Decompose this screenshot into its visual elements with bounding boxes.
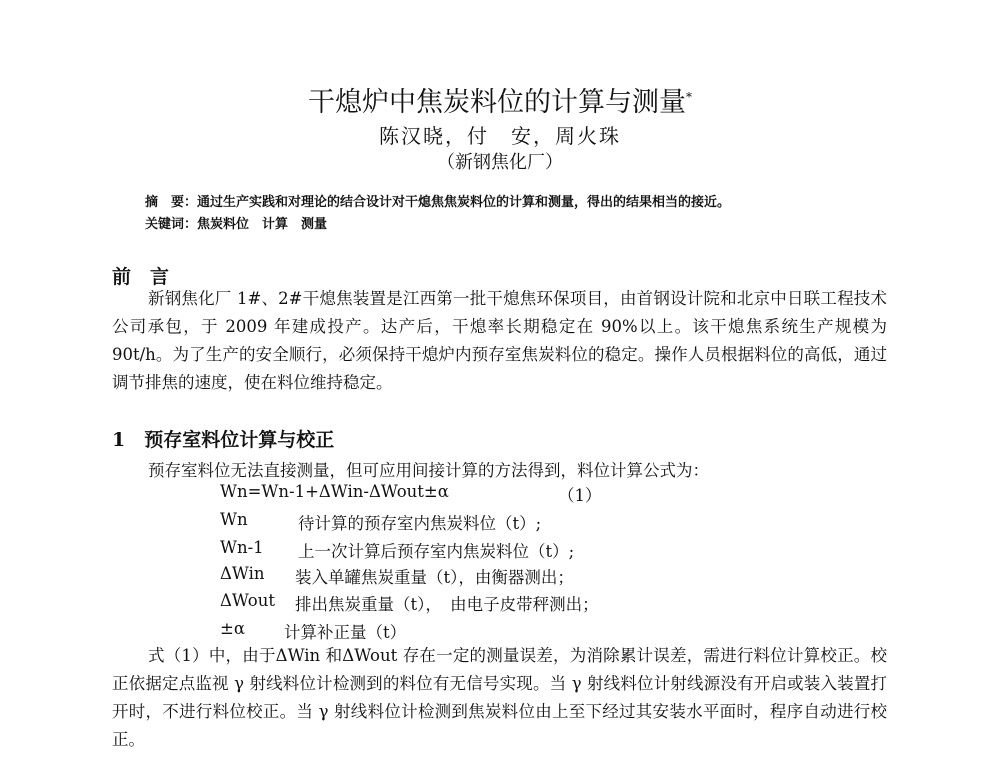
abstract <box>145 191 730 210</box>
section1-heading: 1 预存室料位计算与校正 <box>112 429 335 451</box>
var-symbol: Wn-1 <box>220 538 264 557</box>
var-symbol: ±α <box>220 619 245 638</box>
var-description: 上一次计算后预存室内焦炭料位（t）; <box>298 542 575 561</box>
var-description: 待计算的预存室内焦炭料位（t）; <box>298 514 542 533</box>
abstract-label: 摘 要： <box>145 195 198 210</box>
var-symbol: ΔWin <box>220 564 265 583</box>
paper-title-text: 干熄炉中焦炭料位的计算与测量 <box>308 87 686 118</box>
keywords-label: 关键词： <box>145 217 198 232</box>
formula: Wn=Wn-1+ΔWin-ΔWout±α <box>220 482 449 501</box>
affiliation: （新钢焦化厂） <box>437 152 563 173</box>
preface-paragraph: 新钢焦化厂 1#、2#干熄焦装置是江西第一批干熄焦环保项目，由首钢设计院和北京中日联工程技术公司承包，于 2009 年建成投产。达产后，干熄率长期稳定在 90%以上。该干熄焦系统生产规模为 90t/h。为了生产的安全顺行，必须保持干熄炉内预存室焦炭料位的稳定。操作人员根据料位的高低，通过调节排焦的速度，使在料位维持稳定。 <box>112 289 887 392</box>
keywords <box>145 213 327 232</box>
preface-heading: 前 言 <box>112 266 170 288</box>
var-description: 计算补正量（t） <box>284 623 407 642</box>
section1-intro: 预存室料位无法直接测量，但可应用间接计算的方法得到，料位计算公式为： <box>148 461 709 480</box>
var-description: 装入单罐焦炭重量（t），由衡器测出； <box>295 568 574 587</box>
var-symbol: ΔWout <box>220 591 275 610</box>
section1-paragraph: 式（1）中，由于ΔWin 和ΔWout 存在一定的测量误差，为消除累计误差，需进行料位计算校正。校正依据定点监视 γ 射线料位计检测到的料位有无信号实现。当 γ 射线料位计射线源没有开启或装入装置打开时，不进行料位校正。当 γ 射线料位计检测到焦炭料位由上至下经过其安装水平面时，程序自动进行校正。 <box>112 646 887 749</box>
abstract-text: 通过生产实践和对理论的结合设计对干熄焦焦炭料位的计算和测量，得出的结果相当的接近。 <box>197 195 731 210</box>
title-footnote-mark: * <box>686 90 692 104</box>
keywords-text: 焦炭料位 计算 测量 <box>197 217 328 232</box>
authors: 陈汉晓，付 安，周火珠 <box>379 124 621 148</box>
var-symbol: Wn <box>220 510 248 529</box>
formula-number: （1） <box>558 486 602 505</box>
var-description: 排出焦炭重量（t）， 由电子皮带秤测出； <box>295 595 599 614</box>
paper-title <box>0 80 1000 119</box>
